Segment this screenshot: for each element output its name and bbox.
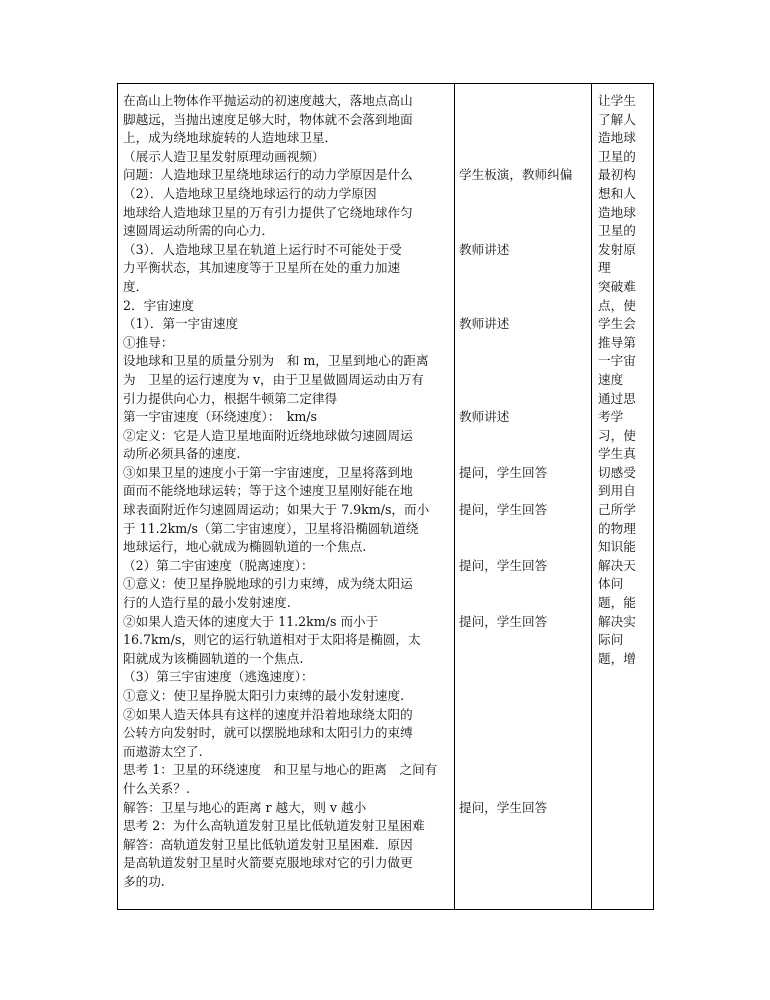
- activity-line: [459, 185, 599, 204]
- activity-line: 教师讲述: [459, 409, 510, 425]
- content-line: ①推导：: [123, 334, 174, 350]
- content-line: 16.7km/s，则它的运行轨道相对于太阳将是椭圆，太: [123, 632, 421, 648]
- content-line: 什么关系？.: [123, 780, 190, 796]
- content-line: 在高山上物体作平抛运动的初速度越大，落地点高山: [123, 93, 413, 108]
- activity-line: [459, 575, 599, 594]
- content-line: 公转方向发射时，就可以摆脱地球和太阳引力的束缚: [123, 725, 413, 741]
- design-intent-column: [598, 92, 650, 668]
- intent-line: 题，能: [598, 595, 636, 611]
- intent-line: 解决实: [598, 613, 636, 629]
- content-line: 地球运行，地心就成为椭圆轨道的一个焦点.: [123, 539, 367, 555]
- content-line: 面而不能绕地球运转；等于这个速度卫星刚好能在地: [123, 483, 413, 499]
- activity-line: [459, 204, 599, 223]
- intent-line: 造地球: [598, 130, 636, 146]
- activity-line: [459, 371, 599, 390]
- activity-line: [459, 222, 599, 241]
- activity-line: [459, 111, 599, 130]
- activity-line: [459, 390, 599, 409]
- content-line: 度．: [123, 278, 149, 294]
- intent-line: 的物理: [598, 520, 636, 536]
- intent-line: 切感受: [598, 464, 636, 480]
- content-line: （3）第三宇宙速度（逃逸速度）：: [123, 669, 314, 685]
- content-line: 设地球和卫星的质量分别为 和 m，卫星到地心的距离: [123, 353, 429, 369]
- activity-line: [459, 650, 599, 669]
- activity-line: [459, 278, 599, 297]
- intent-line: 到用自: [598, 483, 636, 499]
- activity-line: 提问，学生回答: [459, 799, 548, 815]
- content-line: 而遨游太空了.: [123, 743, 203, 759]
- activity-line: [459, 148, 599, 167]
- intent-line: 发射原: [598, 241, 636, 257]
- activity-line: 提问，学生回答: [459, 557, 548, 573]
- activity-line: [459, 538, 599, 557]
- content-line: （2）第二宇宙速度（脱离速度）：: [123, 557, 314, 573]
- intent-line: 学生会: [598, 316, 636, 332]
- activity-line: [459, 352, 599, 371]
- intent-line: 推导第: [598, 334, 636, 350]
- content-line: 行的人造行星的最小发射速度.: [123, 595, 291, 611]
- intent-line: 速度: [598, 371, 624, 387]
- content-line: 是高轨道发射卫星时火箭要克服地球对它的引力做更: [123, 855, 413, 871]
- content-line: 多的功.: [123, 873, 165, 889]
- activity-line: [459, 631, 599, 650]
- activity-line: [459, 427, 599, 446]
- content-line: 为 卫星的运行速度为 v，由于卫星做圆周运动由万有: [123, 371, 424, 387]
- activity-line: 学生板演，教师纠偏: [459, 167, 573, 183]
- activity-line: [459, 780, 599, 799]
- activity-line: [459, 724, 599, 743]
- content-line: 2．宇宙速度: [123, 297, 194, 313]
- column-divider: [454, 84, 455, 909]
- activity-line: [459, 668, 599, 687]
- intent-line: 点，使: [598, 297, 636, 313]
- activity-line: 提问，学生回答: [459, 502, 548, 518]
- content-line: 地球给人造地球卫星的万有引力提供了它绕地球作匀: [123, 204, 413, 220]
- content-line: 上，成为绕地球旋转的人造地球卫星．: [123, 130, 338, 146]
- lesson-plan-table: [117, 83, 654, 910]
- intent-line: 突破难: [598, 278, 636, 294]
- activity-line: 教师讲述: [459, 316, 510, 332]
- activity-line: [459, 520, 599, 539]
- content-line: 动所必须具备的速度.: [123, 446, 241, 462]
- teaching-content-column: [123, 92, 448, 892]
- intent-line: 通过思: [598, 390, 636, 406]
- intent-line: 理: [598, 260, 611, 276]
- content-line: （2）．人造地球卫星绕地球运行的动力学原因: [123, 185, 377, 201]
- content-line: ①意义：使卫星挣脱太阳引力束缚的最小发射速度.: [123, 688, 405, 703]
- content-line: 速圆周运动所需的向心力．: [123, 223, 275, 239]
- activity-line: [459, 482, 599, 501]
- activity-line: 提问，学生回答: [459, 464, 548, 480]
- content-line: ③如果卫星的速度小于第一宇宙速度，卫星将落到地: [123, 464, 413, 480]
- intent-line: 造地球: [598, 204, 636, 220]
- intent-line: 考学: [598, 409, 624, 425]
- content-line: ②如果人造天体具有这样的速度并沿着地球绕太阳的: [123, 706, 413, 722]
- intent-line: 己所学: [598, 502, 636, 518]
- intent-line: 想和人: [598, 185, 636, 201]
- intent-line: 知识能: [598, 539, 636, 555]
- content-line: 第一宇宙速度（环绕速度）： km/s: [123, 409, 317, 425]
- intent-line: 习，使: [598, 427, 636, 443]
- teaching-activity-column: [459, 92, 599, 817]
- intent-line: 题，增: [598, 650, 636, 666]
- content-line: 引力提供向心力，根据牛顿第二定律得: [123, 390, 338, 406]
- intent-line: 学生真: [598, 446, 636, 462]
- activity-line: 提问，学生回答: [459, 613, 548, 629]
- intent-line: 让学生: [598, 93, 636, 108]
- content-line: 问题：人造地球卫星绕地球运行的动力学原因是什么: [123, 167, 413, 183]
- activity-line: [459, 761, 599, 780]
- activity-line: [459, 706, 599, 725]
- activity-line: [459, 687, 599, 706]
- intent-line: 最初构: [598, 167, 636, 183]
- intent-line: 体问: [598, 576, 624, 592]
- activity-line: 教师讲述: [459, 241, 510, 257]
- intent-line: 解决天: [598, 557, 636, 573]
- content-line: 解答：高轨道发射卫星比低轨道发射卫星困难．原因: [123, 836, 413, 852]
- activity-line: [459, 445, 599, 464]
- content-line: 思考 2：为什么高轨道发射卫星比低轨道发射卫星困难: [123, 818, 425, 834]
- content-line: （展示人造卫星发射原理动画视频）: [123, 148, 325, 164]
- content-line: （1）．第一宇宙速度: [123, 316, 239, 332]
- intent-line: 一宇宙: [598, 353, 636, 369]
- content-line: （3）．人造地球卫星在轨道上运行时不可能处于受: [123, 241, 402, 257]
- activity-line: [459, 129, 599, 148]
- activity-line: [459, 743, 599, 762]
- content-line: 思考 1：卫星的环绕速度 和卫星与地心的距离 之间有: [123, 762, 438, 778]
- intent-line: 际问: [598, 632, 624, 648]
- content-line: ①意义：使卫星挣脱地球的引力束缚，成为绕太阳运: [123, 576, 413, 592]
- content-line: 阳就成为该椭圆轨道的一个焦点.: [123, 650, 304, 666]
- intent-line: 卫星的: [598, 148, 636, 164]
- content-line: 球表面附近作匀速圆周运动；如果大于 7.9km/s，而小: [123, 502, 430, 518]
- content-line: 于 11.2km/s（第二宇宙速度），卫星将沿椭圆轨道绕: [123, 520, 419, 536]
- content-line: 解答：卫星与地心的距离 r 越大，则 v 越小: [123, 799, 367, 815]
- content-line: ②定义：它是人造卫星地面附近绕地球做匀速圆周运: [123, 427, 413, 443]
- activity-line: [459, 334, 599, 353]
- intent-line: 了解人: [598, 111, 636, 127]
- activity-line: [459, 259, 599, 278]
- content-line: 脚越远，当抛出速度足够大时，物体就不会落到地面: [123, 111, 413, 127]
- content-line: ②如果人造天体的速度大于 11.2km/s 而小于: [123, 613, 379, 629]
- content-line: 力平衡状态，其加速度等于卫星所在处的重力加速: [123, 260, 401, 276]
- activity-line: [459, 92, 599, 111]
- activity-line: [459, 297, 599, 316]
- intent-line: 卫星的: [598, 223, 636, 239]
- activity-line: [459, 594, 599, 613]
